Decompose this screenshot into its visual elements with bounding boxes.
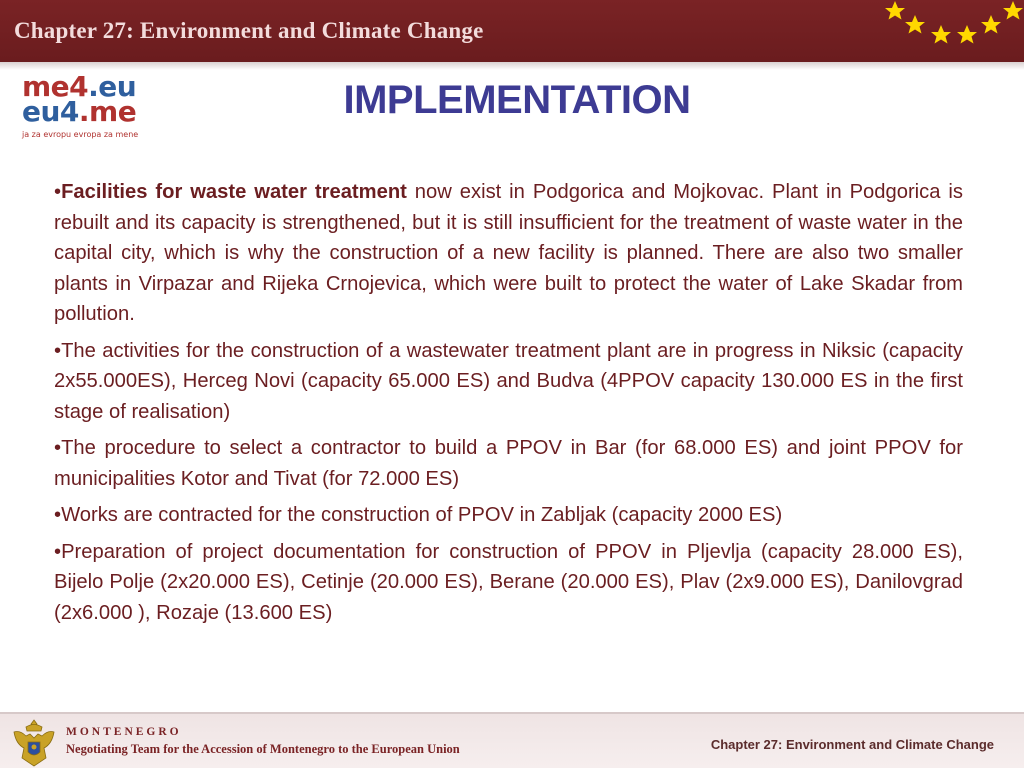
header-title: Chapter 27: Environment and Climate Change — [14, 18, 484, 43]
footer-chapter-label: Chapter 27: Environment and Climate Change — [710, 737, 994, 752]
header-shadow — [0, 62, 1024, 70]
bullet-item: •The procedure to select a contractor to build a PPOV in Bar (for 68.000 ES) and joint PPOV for municipalities Kotor and Tivat (for 72.000 ES) — [54, 437, 963, 490]
logo-tagline: ja za evropu evropa za mene — [22, 130, 139, 139]
footer-team: Negotiating Team for the Accession of Montenegro to the European Union — [66, 742, 460, 756]
footer-country: MONTENEGRO — [66, 726, 182, 738]
logo-line-2: eu4.me — [22, 95, 137, 128]
star-icon — [981, 15, 1001, 34]
eu-stars-icon — [0, 0, 1024, 62]
montenegro-coat-of-arms-icon — [10, 718, 58, 768]
bullet-list — [54, 177, 963, 628]
slide-title: IMPLEMENTATION — [343, 78, 691, 122]
star-icon — [1003, 1, 1023, 20]
star-icon — [957, 25, 977, 44]
bullet-item: •Preparation of project documentation for construction of PPOV in Pljevlja (capacity 28.000 ES), Bijelo Polje (2x20.000 ES), Cetinje (20.000 ES), Berane (20.000 ES), Plav (2x9.000 ES), Danilovgrad (2x6.000 ), Rozaje (13.600 ES) — [54, 540, 963, 624]
bullet-item: •Facilities for waste water treatment now exist in Podgorica and Mojkovac. Plant in Podgorica is rebuilt and its capacity is strengthened, but it is still insufficient for the treatment of waste water in the capital city, which is why the construction of a new facility is planned. There are also two smaller plants in Virpazar and Rijeka Crnojevica, which were built to protect the water of Lake Skadar from pollution. — [54, 181, 963, 325]
star-icon — [885, 1, 905, 20]
bullet-item: •Works are contracted for the construction of PPOV in Zabljak (capacity 2000 ES) — [54, 504, 783, 526]
star-icon — [931, 25, 951, 44]
header-bar — [0, 0, 1024, 62]
logo-line-1: me4.eu — [22, 70, 137, 103]
star-icon — [905, 15, 925, 34]
bullet-item: •The activities for the construction of a wastewater treatment plant are in progress in Niksic (capacity 2x55.000ES), Herceg Novi (capacity 65.000 ES) and Budva (4PPOV capacity 130.000 ES in the first stage of realisation) — [54, 339, 963, 423]
footer-bar — [0, 712, 1024, 768]
